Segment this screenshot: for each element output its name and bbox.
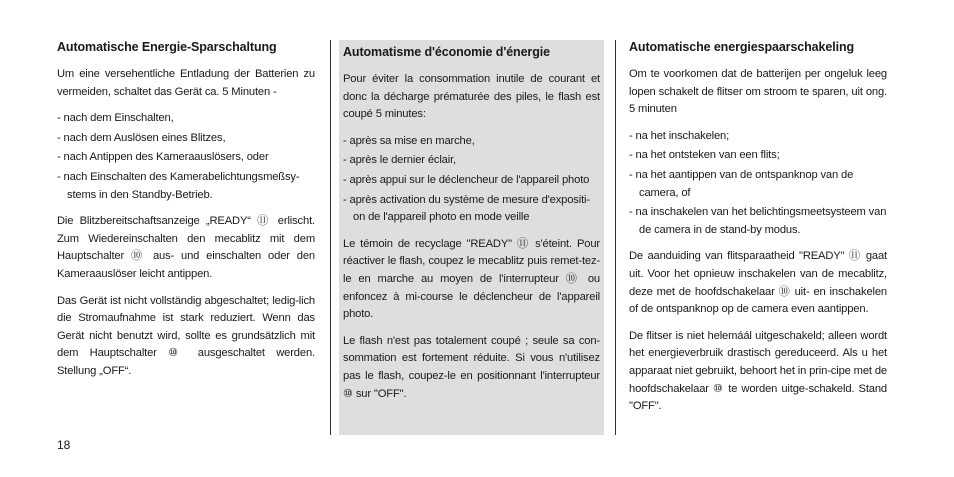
dutch-heading: Automatische energiespaarschakeling <box>629 40 855 54</box>
dutch-note-paragraph: De flitser is niet helemáál uitgeschakeld; alleen wordt het energieverbruik drastisch gereduceerd. Als u het apparaat niet gebruikt, behoort het in prin-cipe met de hoofdschakelaar ⑩ te worden uitge-schakeld. Stand "OFF". <box>629 329 887 413</box>
list-item: - na het aantippen van de ontspanknop van de camera, of <box>629 168 854 199</box>
list-item: - na inschakelen van het belichtingsmeetsysteem van de camera in de stand-by modus. <box>629 206 887 236</box>
french-list <box>343 133 600 227</box>
dutch-intro: Om te voorkomen dat de batterijen per ongeluk leeg lopen schakelt de flitser om stroom te sparen, uit ong. 5 minuten <box>629 68 887 116</box>
french-ready-paragraph: Le témoin de recyclage "READY" ⑪ s'éteint. Pour réactiver le flash, coupez le mecablitz puis remet-tez-le en marche au moyen de l'interrupteur ⑩ ou enfoncez à mi-course le déclencheur de l'appareil photo. <box>343 237 600 321</box>
german-heading: Automatische Energie-Sparschaltung <box>57 40 277 54</box>
page-number: 18 <box>57 438 71 452</box>
french-column <box>339 40 604 435</box>
column-divider <box>330 40 331 435</box>
list-item: - après appui sur le déclencheur de l'appareil photo <box>343 173 590 186</box>
german-ready-paragraph: Die Blitzbereitschaftsanzeige „READY“ ⑪ erlischt. Zum Wiedereinschalten den mecablitz mit dem Hauptschalter ⑩ aus- und einschalten oder den Kameraauslöser leicht antippen. <box>57 215 315 280</box>
list-item: - nach Einschalten des Kamerabelichtungsmeßsy-stems in den Standby-Betrieb. <box>57 170 300 201</box>
list-item: - na het ontsteken van een flits; <box>629 149 780 162</box>
dutch-column <box>629 40 887 425</box>
dutch-list <box>629 128 887 240</box>
german-column <box>57 40 315 390</box>
column-divider <box>615 40 616 435</box>
list-item: - na het inschakelen; <box>629 129 730 142</box>
list-item: - nach Antippen des Kameraauslösers, oder <box>57 151 269 164</box>
german-note-paragraph: Das Gerät ist nicht vollständig abgeschaltet; ledig-lich die Stromaufnahme ist stark reduziert. Wenn das Gerät nicht benutzt wird, sollte es grundsätzlich mit dem Hauptschalter ⑩ ausgeschaltet werden. Stellung „OFF“. <box>57 294 315 377</box>
list-item: - après activation du système de mesure d'expositi-on de l'appareil photo en mode veille <box>343 193 590 224</box>
french-note-paragraph: Le flash n'est pas totalement coupé ; seule sa con-sommation est fortement réduite. Si vous n'utilisez pas le flash, coupez-le en positionnant l'interrupteur ⑩ sur "OFF". <box>343 334 600 400</box>
french-heading: Automatisme d'économie d'énergie <box>343 45 550 59</box>
list-item: - après sa mise en marche, <box>343 134 475 147</box>
french-intro: Pour éviter la consommation inutile de courant et donc la décharge prématurée des piles, le flash est coupé 5 minutes: <box>343 73 600 121</box>
dutch-ready-paragraph: De aanduiding van flitsparaatheid "READY" ⑪ gaat uit. Voor het opnieuw inschakelen van de mecablitz, deze met de hoofdschakelaar ⑩ uit- en inschakelen of de ontspanknop op de camera even aantippen. <box>629 250 887 316</box>
german-list <box>57 110 315 204</box>
german-intro: Um eine versehentliche Entladung der Batterien zu vermeiden, schaltet das Gerät ca. 5 Minuten - <box>57 68 315 98</box>
list-item: - nach dem Einschalten, <box>57 112 174 125</box>
list-item: - après le dernier éclair, <box>343 154 457 167</box>
list-item: - nach dem Auslösen eines Blitzes, <box>57 131 226 144</box>
